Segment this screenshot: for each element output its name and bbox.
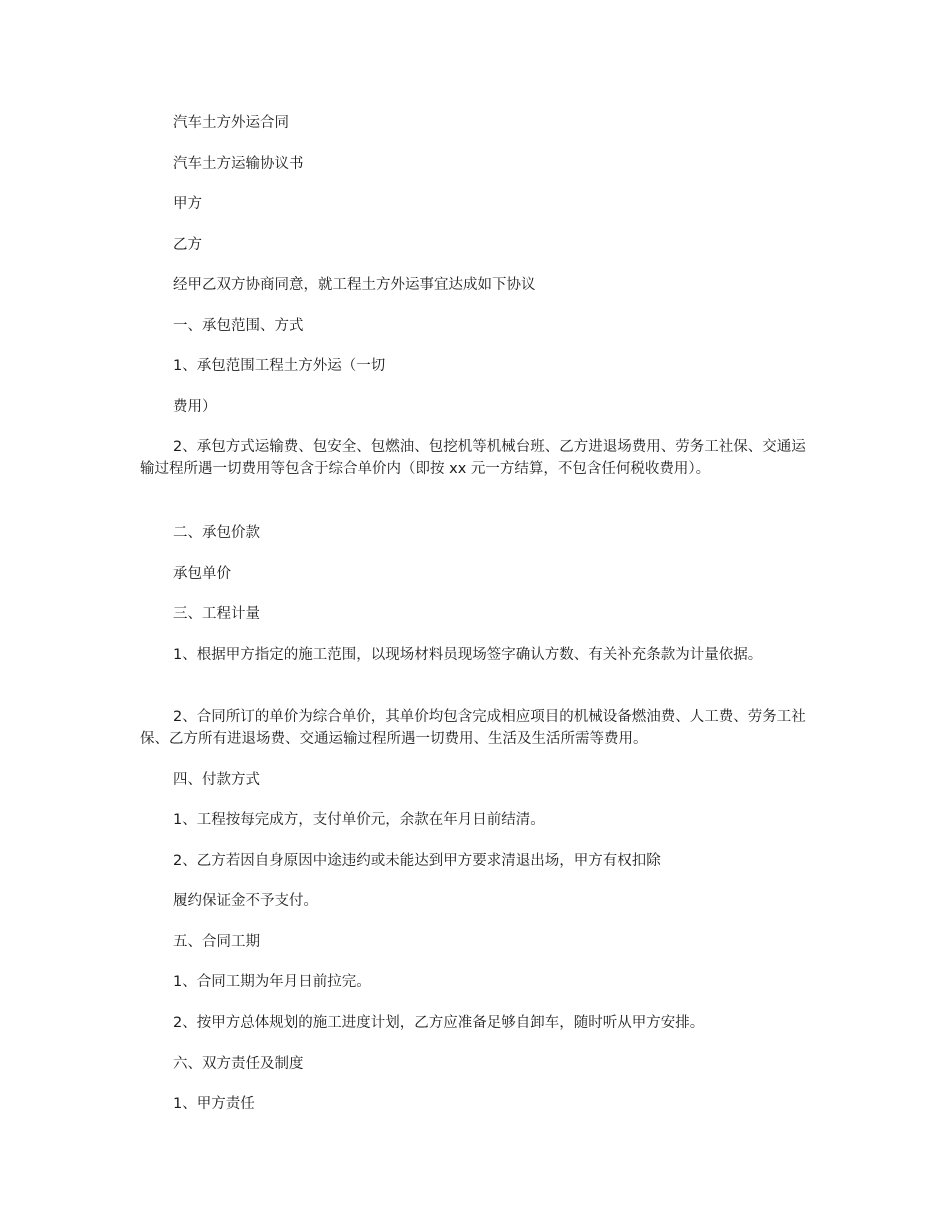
party-a-line: 甲方 <box>173 196 202 212</box>
agreement-intro: 经甲乙双方协商同意，就工程土方外运事宜达成如下协议 <box>173 277 536 293</box>
section-heading-3: 三、工程计量 <box>173 606 260 622</box>
party-b-line: 乙方 <box>173 237 202 253</box>
clause-5-1: 1、合同工期为年月日前拉完。 <box>173 974 371 990</box>
section-heading-4: 四、付款方式 <box>173 772 260 788</box>
unit-price-line: 承包单价 <box>173 566 231 582</box>
section-heading-5: 五、合同工期 <box>173 934 260 950</box>
section-heading-1: 一、承包范围、方式 <box>173 318 304 334</box>
document-subtitle: 汽车土方运输协议书 <box>173 156 304 172</box>
clause-5-2: 2、按甲方总体规划的施工进度计划，乙方应准备足够自卸车，随时听从甲方安排。 <box>173 1015 705 1031</box>
section-heading-2: 二、承包价款 <box>173 525 260 541</box>
clause-1-1: 1、承包范围工程土方外运（一切 <box>173 358 386 374</box>
clause-4-2: 2、乙方若因自身原因中途违约或未能达到甲方要求清退出场，甲方有权扣除 <box>173 853 661 869</box>
document-title: 汽车土方外运合同 <box>173 115 289 131</box>
clause-3-1: 1、根据甲方指定的施工范围，以现场材料员现场签字确认方数、有关补充条款为计量依据。 <box>173 647 763 663</box>
clause-4-1: 1、工程按每完成方，支付单价元，余款在年月日前结清。 <box>173 812 545 828</box>
clause-1-2: 2、承包方式运输费、包安全、包燃油、包挖机等机械台班、乙方进退场费用、劳务工社保、交通运输过程所遇一切费用等包含于综合单价内（即按 xx 元一方结算，不包含任何税收费用）。 <box>140 439 806 477</box>
clause-6-1: 1、甲方责任 <box>173 1096 255 1112</box>
section-heading-6: 六、双方责任及制度 <box>173 1056 304 1072</box>
clause-4-2-continued: 履约保证金不予支付。 <box>173 893 318 909</box>
clause-3-2: 2、合同所订的单价为综合单价，其单价均包含完成相应项目的机械设备燃油费、人工费、劳务工社保、乙方所有进退场费、交通运输过程所遇一切费用、生活及生活所需等费用。 <box>140 709 806 747</box>
clause-1-1-continued: 费用） <box>173 399 217 415</box>
